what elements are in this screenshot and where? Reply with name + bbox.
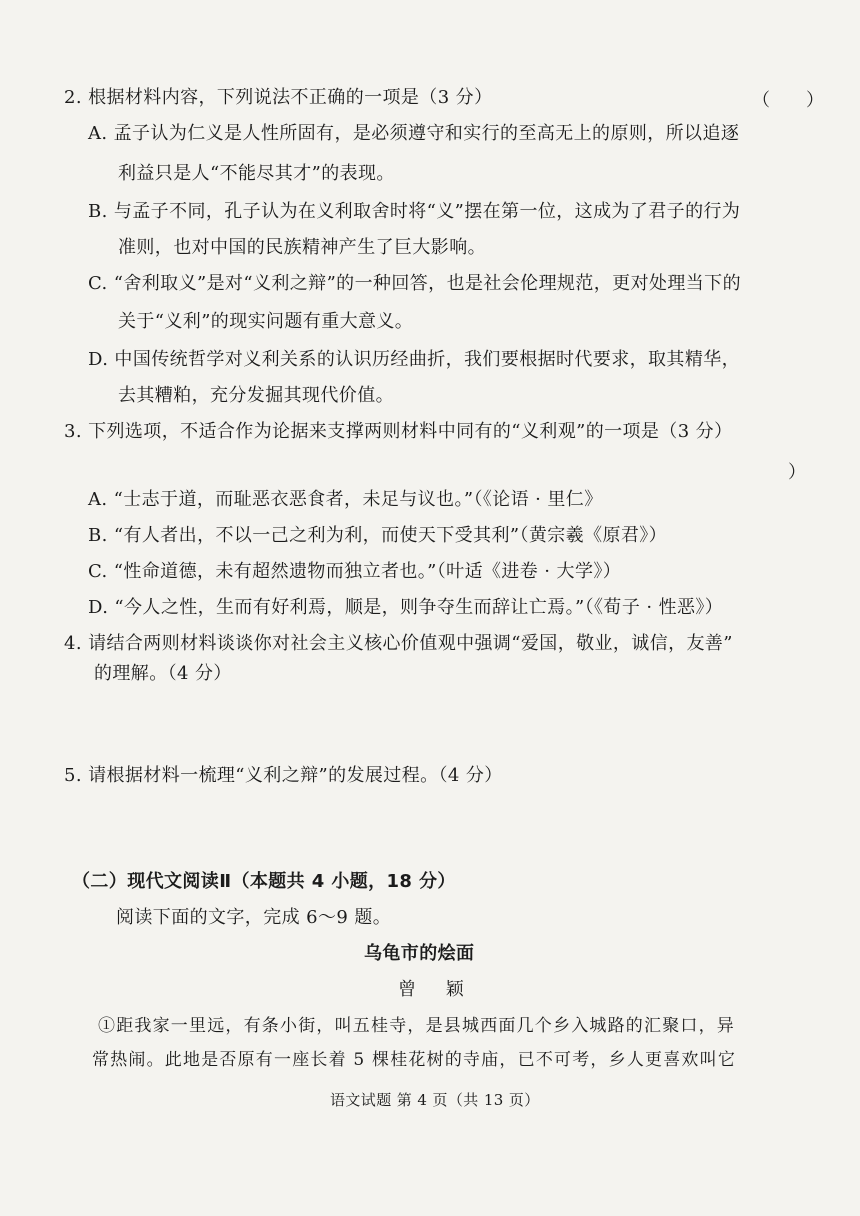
option-b-line2: 准则，也对中国的民族精神产生了巨大影响。 [118, 237, 486, 258]
option-a-line1: A. 孟子认为仁义是人性所固有，是必须遵守和实行的至高无上的原则，所以追逐 [88, 123, 740, 144]
question-2-stem: 2. 根据材料内容，下列说法不正确的一项是（3 分） [64, 87, 493, 108]
option-d-line1: D. 中国传统哲学对义利关系的认识历经曲折，我们要根据时代要求，取其精华， [88, 349, 741, 370]
question-5: 5. 请根据材料一梳理“义利之辩”的发展过程。（4 分） [64, 765, 503, 786]
question-4-line1: 4. 请结合两则材料谈谈你对社会主义核心价值观中强调“爱国，敬业，诚信，友善” [64, 633, 733, 654]
option-b: B. “有人者出，不以一己之利为利，而使天下受其利”（黄宗羲《原君》） [88, 525, 668, 546]
option-b-line1: B. 与孟子不同，孔子认为在义利取舍时将“义”摆在第一位，这成为了君子的行为 [88, 201, 741, 222]
question-4-line2: 的理解。（4 分） [94, 663, 232, 684]
option-c-line1: C. “舍利取义”是对“义利之辩”的一种回答，也是社会伦理规范，更对处理当下的 [88, 273, 741, 294]
reading-instruction: 阅读下面的文字，完成 6～9 题。 [116, 907, 392, 928]
option-c: C. “性命道德，未有超然遗物而独立者也。”（叶适《进卷 · 大学》） [88, 561, 622, 582]
question-3-stem: 3. 下列选项，不适合作为论据来支撑两则材料中同有的“义利观”的一项是（3 分） [64, 421, 733, 442]
answer-parentheses: ） [788, 462, 806, 483]
story-title: 乌龟市的烩面 [364, 943, 475, 964]
option-d-line2: 去其糟粕，充分发掘其现代价值。 [118, 385, 394, 406]
option-a-line2: 利益只是人“不能尽其才”的表现。 [118, 163, 395, 184]
story-paragraph-line1: ①距我家一里远，有条小街，叫五桂寺，是县城西面几个乡入城路的汇聚口，异 [98, 1016, 735, 1036]
page-footer: 语文试题 第 4 页（共 13 页） [330, 1091, 540, 1109]
option-a: A. “士志于道，而耻恶衣恶食者，未足与议也。”（《论语 · 里仁》 [88, 489, 603, 510]
option-d: D. “今人之性，生而有好利焉，顺是，则争夺生而辞让亡焉。”（《荀子 · 性恶》） [88, 597, 724, 618]
section-heading: （二）现代文阅读Ⅱ（本题共 4 小题，18 分） [72, 871, 456, 892]
answer-parentheses: （ ） [752, 90, 824, 111]
story-author: 曾 颖 [398, 979, 476, 1000]
story-paragraph-line2: 常热闹。此地是否原有一座长着 5 棵桂花树的寺庙，已不可考，乡人更喜欢叫它 [92, 1050, 737, 1070]
option-c-line2: 关于“义利”的现实问题有重大意义。 [118, 311, 414, 332]
